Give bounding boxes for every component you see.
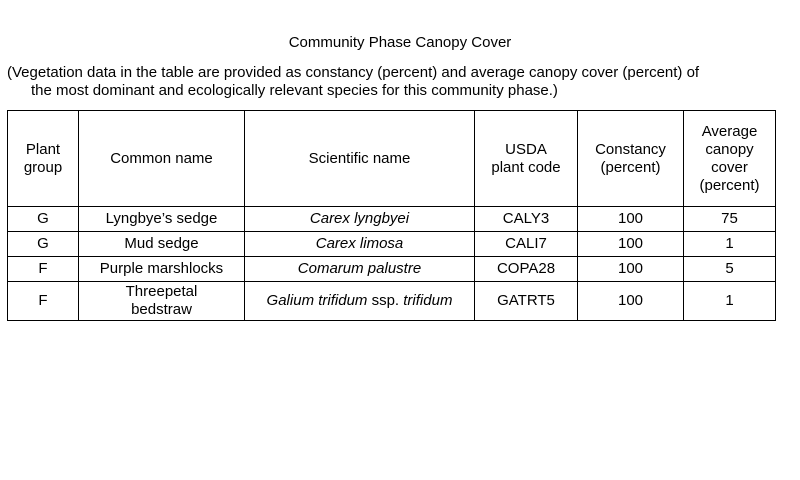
header-constancy: Constancy (percent) [578,111,684,207]
cell-average-cover: 75 [684,207,776,232]
cell-common-name: Mud sedge [79,232,245,257]
header-scientific-name: Scientific name [245,111,475,207]
header-plant-group: Plant group [8,111,79,207]
description-line-2: the most dominant and ecologically relevant species for this community phase.) [31,82,558,99]
canopy-cover-table [7,110,776,321]
cell-usda-code: CALI7 [475,232,578,257]
table-description [7,64,797,100]
header-usda-code: USDA plant code [475,111,578,207]
cell-plant-group: G [8,232,79,257]
cell-plant-group: F [8,282,79,321]
description-line-1: (Vegetation data in the table are provided as constancy (percent) and average canopy cover (percent) of [7,64,700,81]
cell-common-name: Purple marshlocks [79,257,245,282]
cell-constancy: 100 [578,232,684,257]
cell-scientific-name: Carex lyngbyei [245,207,475,232]
cell-common-name: Threepetal bedstraw [79,282,245,321]
cell-constancy: 100 [578,207,684,232]
cell-scientific-name: Carex limosa [245,232,475,257]
cell-scientific-name: Comarum palustre [245,257,475,282]
table-header-row [8,111,776,207]
cell-plant-group: F [8,257,79,282]
cell-common-name: Lyngbye’s sedge [79,207,245,232]
cell-scientific-name: Galium trifidum ssp. trifidum [245,282,475,321]
table-row [8,282,776,321]
table-row [8,207,776,232]
header-common-name: Common name [79,111,245,207]
table-row [8,257,776,282]
cell-usda-code: COPA28 [475,257,578,282]
cell-average-cover: 1 [684,282,776,321]
cell-usda-code: GATRT5 [475,282,578,321]
cell-plant-group: G [8,207,79,232]
page-title: Community Phase Canopy Cover [288,34,512,51]
table-row [8,232,776,257]
cell-average-cover: 1 [684,232,776,257]
cell-average-cover: 5 [684,257,776,282]
cell-constancy: 100 [578,282,684,321]
cell-usda-code: CALY3 [475,207,578,232]
cell-constancy: 100 [578,257,684,282]
header-average-canopy-cover: Average canopy cover (percent) [684,111,776,207]
